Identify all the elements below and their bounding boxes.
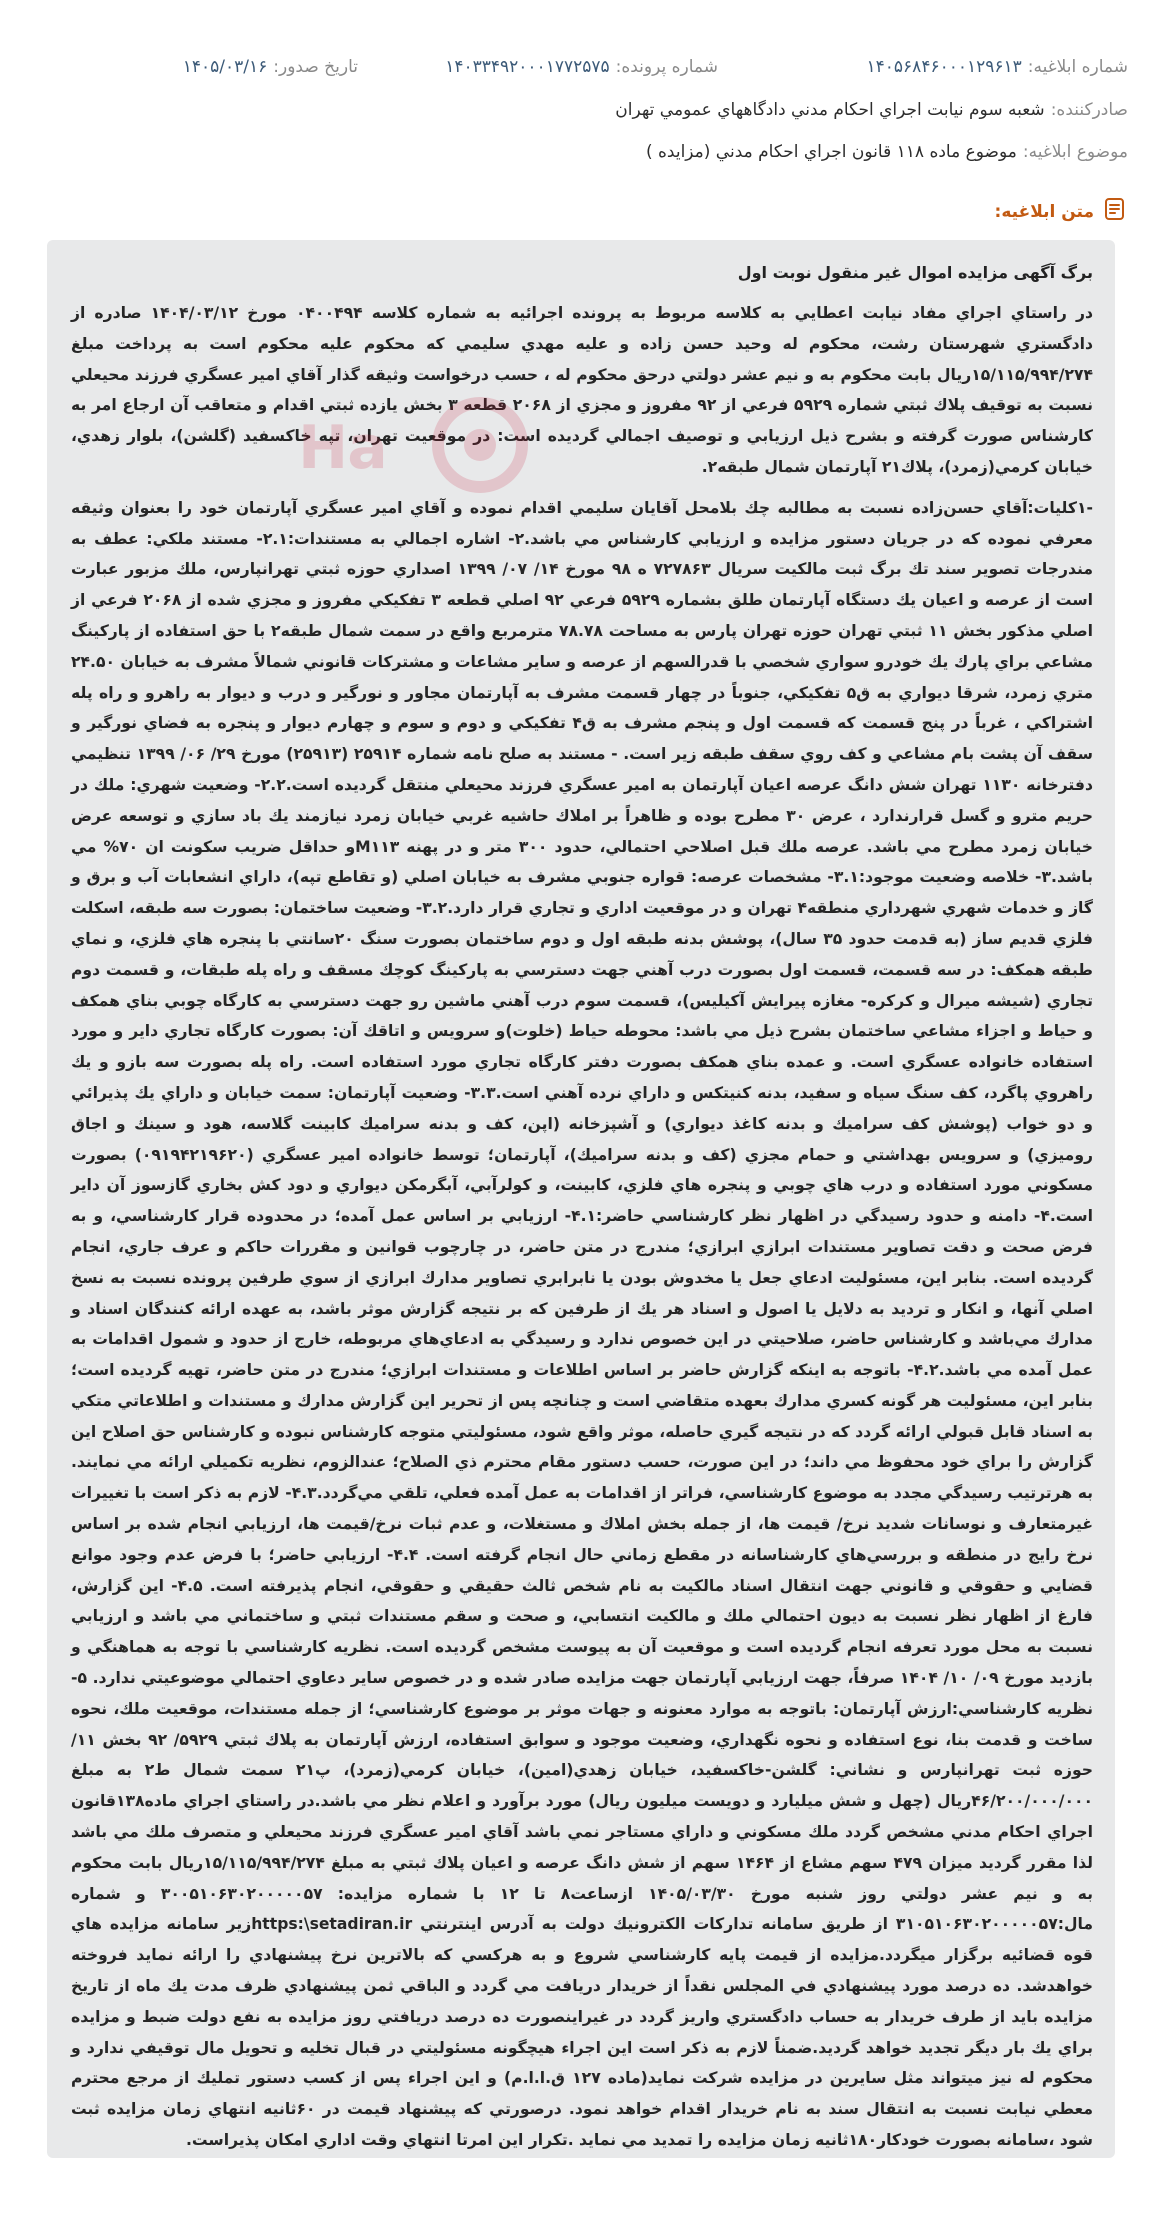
issue-date [183,57,358,77]
header-meta-row [46,52,1128,82]
issue-date-value: ۱۴۰۵/۰۳/۱۶ [182,57,268,77]
issuer-row [46,95,1128,125]
case-number-label: شماره پرونده: [615,57,718,77]
subject-value: موضوع ماده ۱۱۸ قانون اجراي احكام مدني (مزايده ) [645,142,1017,162]
issuer-label: صادرکننده: [1050,100,1128,120]
notice-paragraph-2: -۱كليات:آقاي حسن‌زاده نسبت به مطالبه چك بلامحل آقايان سليمي اقدام نموده و آقاي امير عسگري آپارتمان خود را بعنوان وثيقه معرفي نموده كه در جريان دستور مزايده و ارزيابي كارشناس مي باشد.۲- اشاره اجمالي به مستندات:۲.۱- مستند ملكي: عطف به مندرجات تصوير سند تك برگ ثبت مالكيت سريال ۷۲۷۸۶۳ ه ۹۸ مورخ ۱۴/ ۰۷/ ۱۳۹۹ اصداري حوزه ثبتي تهرانپارس، ملك مزبور عبارت است از عرصه و اعيان يك دستگاه آپارتمان طلق بشماره ۵۹۲۹ فرعي ۹۲ اصلي قطعه ۳ تفكيكي مفروز و مجزي شده از ۲۰۶۸ فرعي از اصلي مذكور بخش ۱۱ ثبتي تهران حوزه تهران پارس به مساحت ۷۸.۷۸ مترمربع واقع در سمت شمال طبقه۲ با حق استفاده از پاركينگ مشاعي براي پارك يك خودرو سواري شخصي با قدرالسهم از عرصه و ساير مشاعات و مشتركات قانوني شمالاً مشرف به خيابان ۲۴.۵۰ متري زمرد، شرقا ديواري به ق۵ تفكيكي، جنوباً در چهار قسمت مشرف به آپارتمان مجاور و نورگير و درب و ديوار به راهرو و راه پله اشتراكي ، غرباً در پنج قسمت كه قسمت اول و پنجم مشرف به ق۴ تفكيكي و دوم و سوم و چهارم ديوار و پنجره به فضاي نورگير و سقف آن پشت بام مشاعي و كف روي سقف طبقه زير است. - مستند به صلح نامه شماره ۲۵۹۱۴ (۲۵۹۱۳) مورخ ۲۹/ ۰۶/ ۱۳۹۹ تنظيمي دفترخانه ۱۱۳۰ تهران شش دانگ عرصه اعيان آپارتمان به امير عسگري فرزند محيعلي منتقل گرديده است.۲.۲- وضعيت شهري: ملك در حريم مترو و گسل قرارندارد ، عرض ۳۰ مطرح بوده و ظاهراً بر املاك حاشيه غربي خيابان زمرد نيازمند يك باد سازي و توسعه عرض خيابان زمرد مطرح مي باشد. عرصه ملك قبل اصلاحي احتمالي، حدود ۳۰۰ متر و در پهنه M۱۱۳و حداقل ضريب سكونت ان ۷۰% مي باشد.۳- خلاصه وضعيت موجود:۳.۱- مشخصات عرصه: قواره جنوبي مشرف به خيابان اصلي (و تقاطع تپه)، داراي انشعابات آب و برق و گاز و خدمات شهري شهرداري منطقه۴ تهران و در موقعيت اداري و تجاري قرار دارد.۳.۲- وضعيت ساختمان: بصورت سه طبقه، اسكلت فلزي قديم ساز (به قدمت حدود ۳۵ سال)، پوشش بدنه طبقه اول و دوم ساختمان بصورت سنگ ۲۰سانتي با پنجره هاي فلزي، و نماي طبقه همكف: در سه قسمت، قسمت اول بصورت درب آهني جهت دسترسي به پاركينگ كوچك مسقف و راه پله طبقات، و قسمت دوم تجاري (شيشه ميرال و كركره- مغازه پيرايش آكيليس)، قسمت سوم درب آهني ماشين رو جهت دسترسي به كارگاه چوبي بناي همكف و حياط و اجزاء مشاعي ساختمان بشرح ذيل مي باشد: محوطه حياط (خلوت)و سرويس و اتاقك آن: بصورت كارگاه تجاري داير و مورد استفاده خانواده عسگري است. و عمده بناي همكف بصورت دفتر كارگاه تجاري مورد استفاده است. راه پله بصورت سه بازو و يك راهروي پاگرد، كف سنگ سياه و سفيد، بدنه كنيتكس و داراي نرده آهني است.۳.۳- وضعيت آپارتمان: سمت خيابان و داراي يك پذيرائي و دو خواب (پوشش كف سراميك و بدنه كاغذ ديواري) و آشپزخانه (اپن، كف و بدنه سراميك كابينت گلاسه، هود و سينك و اجاق روميزي) و سرويس بهداشتي و حمام مجزي (كف و بدنه سراميك)، آپارتمان؛ توسط خانواده امير عسگري (۰۹۱۹۴۲۱۹۶۲۰) بصورت مسكوني مورد استفاده و درب هاي چوبي و پنجره هاي فلزي، كابينت، و كولرآبي، آبگرمكن ديواري و دود كش بخاري گازسوز آن داير است.۴- دامنه و حدود رسيدگي در اظهار نظر كارشناسي حاضر:۴.۱- ارزيابي بر اساس عمل آمده؛ در محدوده قرار كارشناسي، و به فرض صحت و دقت تصاوير مستندات ابرازي ابرازي؛ مندرج در متن حاضر، در چارچوب قوانين و مقررات حاكم و عرف جاري، انجام گرديده است. بنابر اين، مسئوليت ادعاي جعل يا مخدوش بودن يا نابرابري تصاوير مدارك ابرازي از سوي طرفين پرونده نسبت به نسخ اصلي آنها، و انكار و ترديد به دلايل يا اصول و اسناد هر يك از طرفين كه بر نتيجه گزارش موثر باشد، به عهده ارائه كنندگان اسناد و مدارك مي‌باشد و كارشناس حاضر، صلاحيتي در اين خصوص ندارد و رسيدگي به ادعاي‌هاي مربوطه، خارج از حدود و شمول اقدامات به عمل آمده مي باشد.۴.۲- باتوجه به اينكه گزارش حاضر بر اساس اطلاعات و مستندات ابرازي؛ مندرج در متن حاضر، تهيه گرديده است؛ بنابر اين، مسئوليت هر گونه كسري مدارك بعهده متقاضي است و چنانچه پس از تحرير اين گزارش مدارك و مستندات و اطلاعاتي متكي به اسناد قابل قبولي ارائه گردد كه در نتيجه گيري حاصله، موثر واقع شود، مسئوليتي متوجه كارشناس نبوده و كارشناس حق اصلاح اين گزارش را براي خود محفوظ مي داند؛ در اين صورت، حسب دستور مقام محترم ذي الصلاح؛ عندالزوم، نظريه تكميلي ارائه مي نمايند. به هرترتيب رسيدگي مجدد به موضوع كارشناسي، فراتر از اقدامات به عمل آمده فعلي، تلقي مي‌گردد.۴.۳- لازم به ذكر است با تغييرات غيرمتعارف و نوسانات شديد نرخ/ قيمت ها، از جمله بخش املاك و مستغلات، و عدم ثبات نرخ/قيمت ها، ارزيابي انجام شده بر اساس نرخ رايج در منطقه و بررسي‌هاي كارشناسانه در مقطع زماني حال انجام گرفته است. ۴.۴- ارزيابي حاضر؛ با فرض عدم وجود موانع قضايي و حقوقي و قانوني جهت انتقال اسناد مالكيت به نام شخص ثالث حقيقي و حقوقي، انجام پذيرفته است. ۴.۵- اين گزارش، فارغ از اظهار نظر نسبت به ديون احتمالي ملك و مالكيت انتسابي، و صحت و سقم مستندات ثبتي و ساختماني مي باشد و ارزيابي نسبت به محل مورد تعرفه انجام گرديده است و موقعيت آن به پيوست مشخص گرديده است. نظريه كارشناسي با توجه به هماهنگي و بازديد مورخ ۰۹/ ۱۰/ ۱۴۰۴ صرفاً، جهت ارزيابي آپارتمان جهت مزايده صادر شده و در خصوص ساير دعاوي احتمالي موضوعيتي ندارد. ۵- نظريه كارشناسي:ارزش آپارتمان: باتوجه به موارد معنونه و جهات موثر بر موضوع كارشناسي؛ از جمله مستندات، موقعيت ملك، نحوه ساخت و قدمت بنا، نوع استفاده و نحوه نگهداري، وضعيت موجود و سوابق استفاده، ارزش آپارتمان به پلاك ثبتي ۵۹۲۹/ ۹۲ بخش ۱۱/حوزه ثبت تهرانپارس و نشاني: گلشن-خاكسفيد، خيابان زهدي(امين)، خيابان كرمي(زمرد)، پ۲۱ سمت شمال ط۲ به مبلغ ۴۶/۲۰۰/۰۰۰/۰۰۰ريال (چهل و شش ميليارد و دويست ميليون ريال) مورد برآورد و اعلام نظر مي باشد.در راستاي اجراي ماده۱۳۸قانون اجراي احكام مدني مشخص گردد ملك مسكوني و داراي مستاجر نمي باشد آقاي امير عسگري فرزند محيعلي و متصرف ملك مي باشد لذا مقرر گرديد ميزان ۴۷۹ سهم مشاع از ۱۴۶۴ سهم از شش دانگ عرصه و اعيان پلاك ثبتي به مبلغ ۱۵/۱۱۵/۹۹۴/۲۷۴ريال بابت محكوم به و نيم عشر دولتي روز شنبه مورخ ۱۴۰۵/۰۳/۳۰ ازساعت۸ تا ۱۲ با شماره مزايده: ۳۰۰۵۱۰۶۳۰۲۰۰۰۰۰۵۷ و شماره مال:۳۱۰۵۱۰۶۳۰۲۰۰۰۰۰۵۷ از طريق سامانه تداركات الكترونيك دولت به آدرس اينترنتي https:\setadiran.irزير سامانه مزايده هاي قوه قضائيه برگزار ميگردد.مزايده از قيمت پايه كارشناسي شروع و به هركسي كه بالاترين نرخ پيشنهادي را ارائه نمايد فروخته خواهدشد. ده درصد مورد پيشنهادي في المجلس نقداً از خريدار دريافت مي گردد و الباقي ثمن پيشنهادي ظرف مدت يك ماه از تاريخ مزايده بايد از طرف خريدار به حساب دادگستري واريز گردد در غيراينصورت ده درصد دريافتي روز مزايده به نفع دولت ضبط و مزايده براي يك بار ديگر تجديد خواهد گرديد.ضمناً لازم به ذكر است اين اجراء هيچگونه مسئوليتي در قبال تخليه و تحويل مال توقيفي ندارد و محكوم له نيز ميتواند مثل سايرين در مزايده شركت نمايد(ماده ۱۲۷ ق.ا.ا.م) و اين اجراء پس از كسب دستور تمليك از مرجع محترم معطي نيابت نسبت به انتقال سند به نام خريدار اقدام خواهد نمود. درصورتي كه پيشنهاد قيمت در ۶۰ثانيه انتهاي زمان مزايده ثبت شود ،سامانه بصورت خودكار۱۸۰ثانيه زمان مزايده را تمديد مي نمايد .تكرار اين امرتا انتهاي وقت اداري امكان پذيراست. [71,498,1094,2150]
notice-paragraph-1: در راستاي اجراي مفاد نيابت اعطايي به كلاسه مربوط به پرونده اجرائيه به شماره كلاسه ۰۴۰۰۴۹۴ مورخ ۱۴۰۴/۰۳/۱۲ صادره از دادگستري شهرستان رشت، محكوم له وحيد حسن زاده و عليه مهدي سليمي كه محكوم عليه محكوم است به پرداخت مبلغ ۱۵/۱۱۵/۹۹۴/۲۷۴ريال بابت محكوم به و نيم عشر دولتي درحق محكوم له ، حسب درخواست وثيقه گذار آقاي امير عسگري فرزند محيعلي نسبت به توقيف پلاك ثبتي شماره ۵۹۲۹ فرعي از ۹۲ مفروز و مجزي از ۲۰۶۸ قطعه ۳ بخش يازده ثبتي اقدام و متعاقب آن ارجاع امر به كارشناس صورت گرفته و بشرح ذيل ارزيابي و توصيف اجمالي گرديده است: در موقعيت تهران، تپه خاكسفيد (گلشن)، بلوار زهدي، خيابان كرمي(زمرد)، پلاك۲۱ آپارتمان شمال طبقه۲. [71,304,1093,476]
notice-text-heading [995,196,1128,227]
notice-number-value: ۱۴۰۵۶۸۴۶۰۰۰۱۲۹۶۱۳ [866,57,1022,77]
notice-text-heading-label: متن ابلاغیه: [994,201,1094,222]
case-number-value: ۱۴۰۳۳۴۹۲۰۰۰۱۷۷۲۵۷۵ [445,57,610,77]
notice-number [867,57,1128,77]
notice-body-box [47,240,1115,2158]
notice-number-label: شماره ابلاغیه: [1027,57,1128,77]
case-number [445,57,718,77]
document-text-icon [1102,196,1128,227]
notice-title: برگ آگهی مزایده اموال غیر منقول نوبت اول [737,263,1093,282]
issue-date-label: تاریخ صدور: [273,57,358,77]
subject-label: موضوع ابلاغیه: [1022,142,1128,162]
issuer-value: شعبه سوم نيابت اجراي احكام مدني دادگاههاي عمومي تهران [615,100,1045,120]
subject-row [46,137,1128,167]
